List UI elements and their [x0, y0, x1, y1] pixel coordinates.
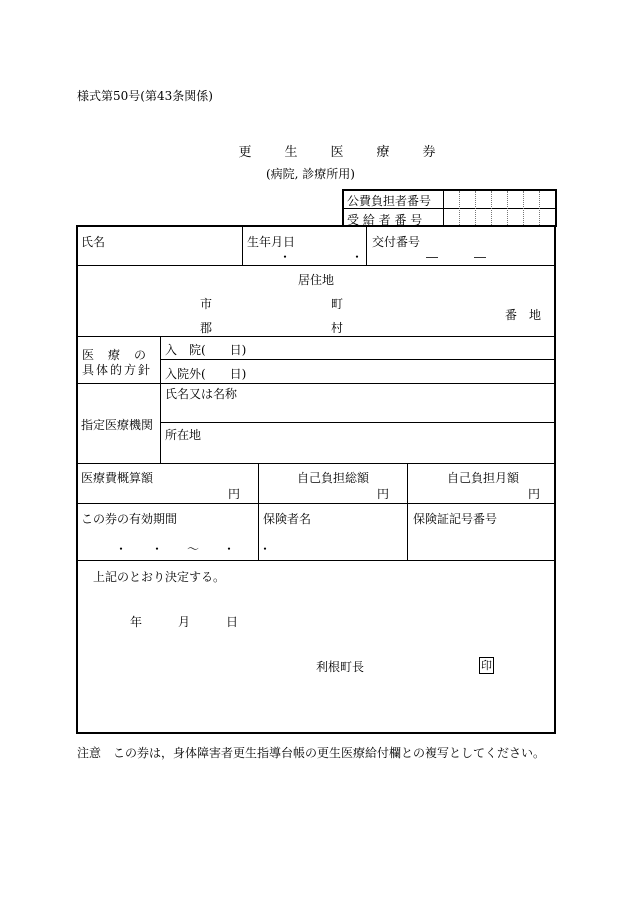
public-payer-no-label: 公費負担者番号	[347, 194, 432, 208]
birthdate-label: 生年月日	[247, 235, 296, 249]
address-gun: 郡	[200, 321, 213, 335]
issue-no-label: 交付番号	[372, 235, 421, 249]
address-machi: 町	[331, 297, 344, 311]
note: 注意 この券は，身体障害者更生指導台帳の更生医療給付欄との複写としてください。	[77, 746, 546, 760]
cost-estimate-label: 医療費概算額	[81, 471, 154, 485]
seal-mark: 印	[481, 659, 492, 672]
institution-location-label: 所在地	[165, 428, 202, 442]
address-label: 居住地	[298, 273, 335, 287]
decision-date[interactable]: 年 月 日	[130, 615, 239, 629]
institution-name-label: 氏名又は名称	[165, 387, 238, 401]
outpatient-field[interactable]	[260, 363, 552, 380]
address-banchi: 番 地	[505, 308, 542, 322]
public-payer-no-field[interactable]	[445, 192, 555, 206]
yen-unit: 円	[377, 487, 390, 501]
yen-unit: 円	[528, 487, 541, 501]
treatment-policy-label-2: 具体的方針	[82, 363, 153, 377]
title-char: 券	[422, 145, 436, 160]
yen-unit: 円	[228, 487, 241, 501]
outpatient-label: 入院外( 日)	[165, 367, 247, 381]
validity-period-field[interactable]: ・ ・ 〜 ・ ・	[115, 542, 278, 556]
address-shi: 市	[200, 297, 213, 311]
title-char: 療	[376, 145, 390, 160]
birthdate-field[interactable]: ・ ・	[279, 250, 364, 264]
monthly-self-pay-label: 自己負担月額	[447, 471, 520, 485]
title-char: 生	[284, 145, 298, 160]
decision-text: 上記のとおり決定する。	[93, 570, 226, 584]
name-label: 氏名	[81, 235, 106, 249]
title-char: 医	[330, 145, 344, 160]
cost-estimate-field[interactable]	[82, 484, 222, 500]
institution-location-field[interactable]	[165, 442, 552, 460]
inpatient-field[interactable]	[260, 340, 552, 357]
treatment-policy-label-1: 医 療 の	[82, 348, 148, 362]
inpatient-label: 入 院( 日)	[165, 343, 247, 357]
mayor-label: 利根町長	[316, 660, 365, 674]
institution-label: 指定医療機関	[81, 418, 154, 432]
insurer-label: 保険者名	[263, 512, 312, 526]
institution-name-field[interactable]	[165, 401, 552, 419]
validity-label: この券の有効期間	[81, 512, 178, 526]
title-char: 更	[238, 145, 252, 160]
insurance-no-field[interactable]	[413, 527, 552, 555]
recipient-no-label: 受 給 者 番 号	[347, 213, 423, 227]
monthly-self-pay-field[interactable]	[412, 484, 524, 500]
form-id: 様式第50号(第43条関係)	[77, 89, 213, 103]
total-self-pay-label: 自己負担総額	[297, 471, 370, 485]
name-field[interactable]	[82, 247, 238, 263]
address-mura: 村	[331, 321, 344, 335]
issue-no-field[interactable]: ― ―	[426, 250, 487, 264]
address-field[interactable]	[82, 288, 552, 332]
total-self-pay-field[interactable]	[263, 484, 373, 500]
document-subtitle: (病院, 診療所用)	[266, 167, 355, 181]
document-title	[222, 141, 452, 160]
insurance-no-label: 保険証記号番号	[413, 512, 498, 526]
insurer-field[interactable]	[263, 527, 403, 555]
recipient-no-field[interactable]	[445, 211, 555, 225]
